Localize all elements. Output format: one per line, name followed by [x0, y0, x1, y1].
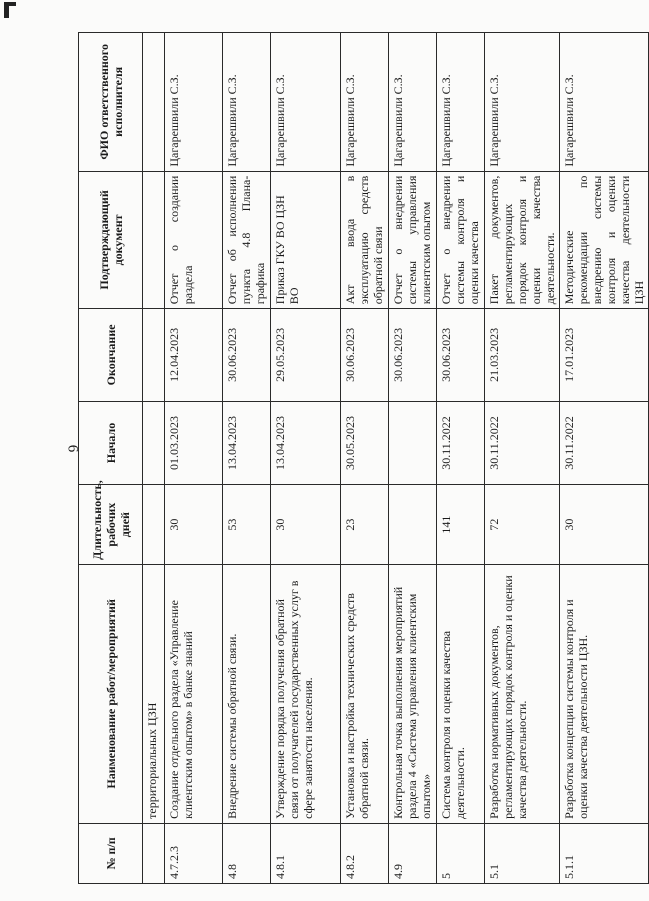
cell-document: Отчет об исполнении пункта 4.8 Плана-графика [223, 171, 271, 309]
cell-duration: 30 [165, 485, 223, 565]
header-end: Окончание [79, 309, 143, 401]
header-document: Подтверждающий документ [79, 171, 143, 309]
cell-responsible: Цагарешвили С.З. [389, 33, 437, 172]
cell-num: 4.8.2 [341, 823, 389, 883]
header-start: Начало [79, 401, 143, 485]
cell-num: 4.9 [389, 823, 437, 883]
cell-document: Отчет о внедрении системы управления клиентским опытом [389, 171, 437, 309]
cell-responsible [143, 33, 165, 172]
table-row [341, 33, 389, 884]
table-row [223, 33, 271, 884]
cell-responsible: Цагарешвили С.З. [560, 33, 649, 172]
cell-name: территориальных ЦЗН [143, 564, 165, 823]
cell-num: 4.8.1 [271, 823, 341, 883]
scan-corner-mark [4, 2, 16, 6]
cell-duration [143, 485, 165, 565]
cell-responsible: Цагарешвили С.З. [485, 33, 560, 172]
table-row [143, 33, 165, 884]
cell-duration: 141 [437, 485, 485, 565]
cell-name: Контрольная точка выполнения мероприятий раздела 4 «Система управления клиентским опытом» [389, 564, 437, 823]
cell-document: Акт ввода в эксплуатацию средств обратной связи [341, 171, 389, 309]
cell-document: Отчет о создании раздела [165, 171, 223, 309]
cell-responsible: Цагарешвили С.З. [271, 33, 341, 172]
table-row [437, 33, 485, 884]
cell-end: 29.05.2023 [271, 309, 341, 401]
cell-name: Разработка концепции системы контроля и оценки качества деятельности ЦЗН. [560, 564, 649, 823]
cell-start: 13.04.2023 [223, 401, 271, 485]
rotated-table-container [78, 32, 646, 884]
cell-document: Пакет документов, регламентирующих порядок контроля и оценки качества деятельности. [485, 171, 560, 309]
cell-end: 30.06.2023 [223, 309, 271, 401]
cell-end: 17.01.2023 [560, 309, 649, 401]
cell-start: 01.03.2023 [165, 401, 223, 485]
cell-start: 30.11.2022 [437, 401, 485, 485]
cell-name: Установка и настройка технических средств обратной связи. [341, 564, 389, 823]
table-row [485, 33, 560, 884]
cell-responsible: Цагарешвили С.З. [223, 33, 271, 172]
cell-end: 21.03.2023 [485, 309, 560, 401]
cell-end: 30.06.2023 [389, 309, 437, 401]
cell-document: Приказ ГКУ ВО ЦЗН ВО [271, 171, 341, 309]
table-row [389, 33, 437, 884]
header-responsible: ФИО ответственного исполнителя [79, 33, 143, 172]
cell-start: 30.11.2022 [485, 401, 560, 485]
cell-start: 30.05.2023 [341, 401, 389, 485]
cell-document: Методические рекомендации по внедрению системы контроля и оценки качества деятельности ЦЗН [560, 171, 649, 309]
cell-start: 13.04.2023 [271, 401, 341, 485]
cell-duration: 53 [223, 485, 271, 565]
table-row [165, 33, 223, 884]
cell-name: Внедрение системы обратной связи. [223, 564, 271, 823]
page-number: 6 [64, 444, 81, 453]
table-row [560, 33, 649, 884]
cell-num: 4.8 [223, 823, 271, 883]
cell-responsible: Цагарешвили С.З. [341, 33, 389, 172]
header-name: Наименование работ/мероприятий [79, 564, 143, 823]
table-header-row [79, 33, 143, 884]
header-num: № п/п [79, 823, 143, 883]
cell-start [143, 401, 165, 485]
cell-num: 5.1 [485, 823, 560, 883]
cell-start: 30.11.2022 [560, 401, 649, 485]
work-plan-table [78, 32, 649, 884]
cell-duration: 30 [560, 485, 649, 565]
cell-name: Система контроля и оценки качества деятельности. [437, 564, 485, 823]
cell-document: Отчет о внедрении системы контроля и оценки качества [437, 171, 485, 309]
cell-responsible: Цагарешвили С.З. [165, 33, 223, 172]
cell-end: 30.06.2023 [341, 309, 389, 401]
cell-name: Создание отдельного раздела «Управление клиентским опытом» в банке знаний [165, 564, 223, 823]
cell-num: 5.1.1 [560, 823, 649, 883]
cell-num: 5 [437, 823, 485, 883]
cell-name: Разработка нормативных документов, регламентирующих порядок контроля и оценки качества деятельности. [485, 564, 560, 823]
cell-end [143, 309, 165, 401]
cell-end: 12.04.2023 [165, 309, 223, 401]
cell-duration: 23 [341, 485, 389, 565]
cell-responsible: Цагарешвили С.З. [437, 33, 485, 172]
cell-duration: 72 [485, 485, 560, 565]
cell-num [143, 823, 165, 883]
table-row [271, 33, 341, 884]
cell-num: 4.7.2.3 [165, 823, 223, 883]
cell-name: Утверждение порядка получения обратной связи от получателей государственных услуг в сфере занятости населения. [271, 564, 341, 823]
cell-duration: 30 [271, 485, 341, 565]
cell-start [389, 401, 437, 485]
cell-document [143, 171, 165, 309]
cell-duration [389, 485, 437, 565]
header-duration: Длительность, рабочих дней [79, 485, 143, 565]
cell-end: 30.06.2023 [437, 309, 485, 401]
